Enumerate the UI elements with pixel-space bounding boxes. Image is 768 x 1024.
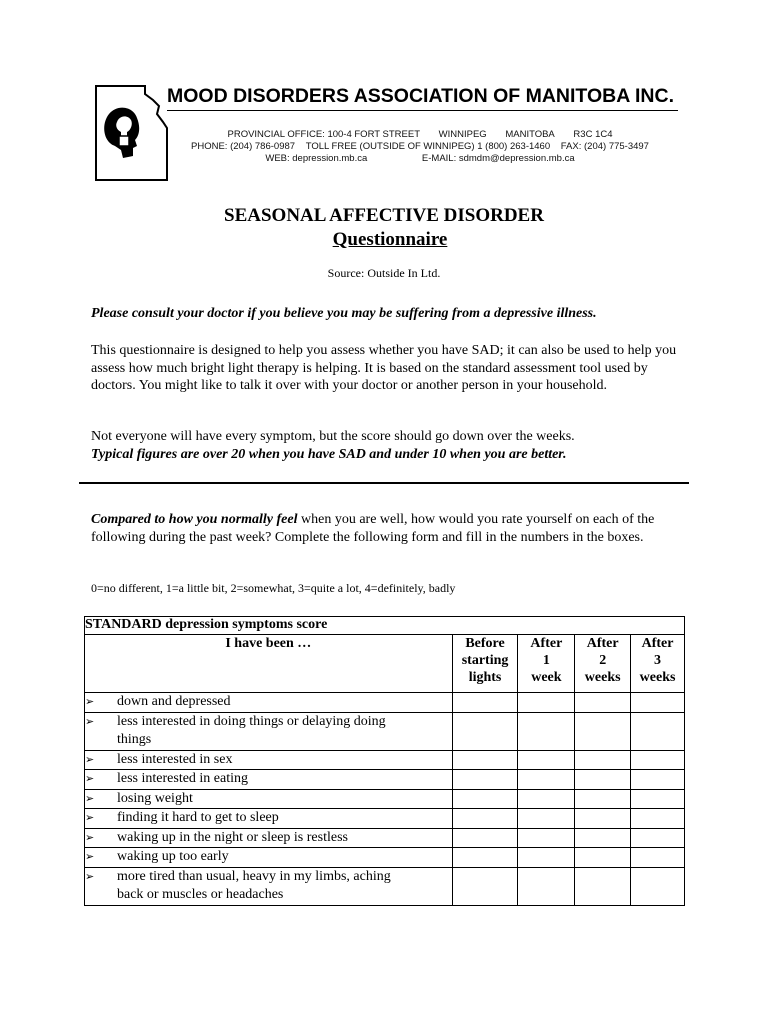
score-box-week-2[interactable]: [575, 770, 631, 790]
rating-scale: 0=no different, 1=a little bit, 2=somewhat, 3=quite a lot, 4=definitely, badly: [91, 581, 456, 595]
column-header-week-2: After 2 weeks: [575, 635, 631, 693]
symptom-label-line: back or muscles or headaches: [117, 887, 284, 902]
score-box-week-3[interactable]: [631, 848, 685, 868]
email-address: E-MAIL: sdmdm@depression.mb.ca: [421, 153, 575, 164]
score-box-week-3[interactable]: [631, 867, 685, 905]
instructions-lead: Compared to how you normally feel: [91, 512, 298, 527]
score-box-week-2[interactable]: [575, 750, 631, 770]
letterhead-rule: [167, 110, 678, 111]
symptom-cell: [85, 693, 453, 713]
score-box-week-2[interactable]: [575, 848, 631, 868]
score-box-week-2[interactable]: [575, 867, 631, 905]
table-row: [85, 867, 685, 905]
table-row: [85, 712, 685, 750]
table-row: [85, 750, 685, 770]
score-box-week-1[interactable]: [518, 809, 575, 829]
symptom-label-line: waking up too early: [117, 849, 229, 864]
symptom-label-line: less interested in eating: [117, 771, 249, 786]
score-note: Not everyone will have every symptom, but the score should go down over the weeks.: [91, 429, 575, 444]
symptom-cell: [85, 848, 453, 868]
score-box-week-3[interactable]: [631, 828, 685, 848]
column-header-week-1: After 1 week: [518, 635, 575, 693]
score-box-week-2[interactable]: [575, 828, 631, 848]
symptom-label-line: losing weight: [117, 790, 193, 806]
symptom-label-line: more tired than usual, heavy in my limbs, aching: [117, 868, 391, 884]
arrow-bullet-icon: ➢: [85, 752, 95, 766]
symptom-label-line: waking up in the night or sleep is restless: [117, 829, 348, 845]
column-header-symptoms: I have been …: [85, 635, 453, 693]
symptom-cell: [85, 750, 453, 770]
arrow-bullet-icon: ➢: [85, 791, 95, 805]
symptom-cell: [85, 770, 453, 790]
score-box-before[interactable]: [452, 828, 518, 848]
symptom-label: [117, 770, 437, 789]
table-row: [85, 809, 685, 829]
symptom-label-line: finding it hard to get to sleep: [117, 810, 279, 825]
table-caption: STANDARD depression symptoms score: [85, 617, 685, 635]
source-credit: Source: Outside In Ltd.: [327, 266, 441, 280]
score-box-week-2[interactable]: [575, 712, 631, 750]
symptom-label-line: less interested in doing things or delaying doing: [117, 713, 386, 729]
symptom-label-line: less interested in sex: [117, 751, 233, 767]
score-box-week-1[interactable]: [518, 848, 575, 868]
intro-paragraph: This questionnaire is designed to help you assess whether you have SAD; it can also be used to help you assess how much bright light therapy is helping. It is based on the standard assessment tool used by doctors. You might like to talk it over with your doctor or another person in your household.: [91, 343, 677, 393]
score-box-week-2[interactable]: [575, 809, 631, 829]
fax-number: FAX: (204) 775-3497: [560, 141, 649, 152]
arrow-bullet-icon: ➢: [85, 772, 95, 785]
score-box-before[interactable]: [452, 867, 518, 905]
column-header-before: Before starting lights: [452, 635, 518, 693]
score-box-week-3[interactable]: [631, 809, 685, 829]
score-box-week-3[interactable]: [631, 693, 685, 713]
score-box-week-1[interactable]: [518, 867, 575, 905]
organization-logo: [93, 84, 169, 182]
web-email-line: [170, 153, 670, 164]
office-address-line: [170, 129, 670, 140]
score-paragraph: [91, 428, 691, 463]
score-box-before[interactable]: [452, 750, 518, 770]
table-row: [85, 770, 685, 790]
score-box-week-1[interactable]: [518, 712, 575, 750]
symptom-cell: [85, 712, 453, 750]
score-box-week-2[interactable]: [575, 789, 631, 809]
doctor-warning: Please consult your doctor if you believe you may be suffering from a depressive illness.: [91, 306, 597, 321]
page-subtitle: Questionnaire: [332, 229, 448, 250]
page-title: SEASONAL AFFECTIVE DISORDER: [224, 205, 544, 226]
office-address: PROVINCIAL OFFICE: 100-4 FORT STREET: [227, 129, 421, 140]
score-box-week-1[interactable]: [518, 693, 575, 713]
arrow-bullet-icon: ➢: [85, 695, 95, 708]
office-province: MANITOBA: [505, 129, 555, 140]
arrow-bullet-icon: ➢: [85, 850, 95, 863]
symptom-label: [117, 809, 437, 828]
table-row: [85, 828, 685, 848]
website: WEB: depression.mb.ca: [265, 153, 368, 164]
instructions-paragraph: [91, 511, 691, 546]
symptom-label: [117, 713, 437, 750]
score-box-week-1[interactable]: [518, 828, 575, 848]
table-row: [85, 789, 685, 809]
symptom-rows: [85, 693, 685, 906]
score-box-week-3[interactable]: [631, 770, 685, 790]
symptom-cell: [85, 809, 453, 829]
symptom-label: [117, 868, 437, 905]
symptom-label-line: down and depressed: [117, 694, 231, 709]
score-emphasis: Typical figures are over 20 when you have SAD and under 10 when you are better.: [91, 446, 567, 462]
score-box-before[interactable]: [452, 809, 518, 829]
phone-line: [170, 141, 670, 152]
score-box-before[interactable]: [452, 789, 518, 809]
score-box-week-3[interactable]: [631, 712, 685, 750]
symptom-label: [117, 693, 437, 712]
office-postal-code: R3C 1C4: [573, 129, 613, 140]
symptom-label: [117, 790, 437, 809]
arrow-bullet-icon: ➢: [85, 811, 95, 824]
score-box-week-2[interactable]: [575, 693, 631, 713]
office-city: WINNIPEG: [438, 129, 487, 140]
symptom-label-line: things: [117, 732, 152, 747]
score-box-before[interactable]: [452, 712, 518, 750]
score-box-week-3[interactable]: [631, 750, 685, 770]
score-box-week-3[interactable]: [631, 789, 685, 809]
table-row: [85, 693, 685, 713]
table-row: [85, 848, 685, 868]
score-box-before[interactable]: [452, 770, 518, 790]
section-divider: [79, 482, 689, 484]
score-box-before[interactable]: [452, 693, 518, 713]
symptom-cell: [85, 789, 453, 809]
arrow-bullet-icon: ➢: [85, 714, 95, 728]
column-header-week-3: After 3 weeks: [631, 635, 685, 693]
phone-number: PHONE: (204) 786-0987: [191, 141, 296, 152]
symptom-label: [117, 848, 437, 867]
toll-free-number: TOLL FREE (OUTSIDE OF WINNIPEG) 1 (800) 263-1460: [305, 141, 551, 152]
symptom-label: [117, 829, 437, 848]
score-box-before[interactable]: [452, 848, 518, 868]
symptom-cell: [85, 828, 453, 848]
symptoms-score-table: [84, 616, 685, 906]
organization-name: MOOD DISORDERS ASSOCIATION OF MANITOBA INC.: [167, 85, 675, 107]
arrow-bullet-icon: ➢: [85, 830, 95, 844]
symptom-label: [117, 751, 437, 770]
arrow-bullet-icon: ➢: [85, 869, 95, 883]
score-box-week-1[interactable]: [518, 750, 575, 770]
instructions-text: when you are well, how would you rate yourself on each of the following during the past week? Complete the following form and fill in the numbers in the boxes.: [91, 512, 655, 545]
symptom-cell: [85, 867, 453, 905]
score-box-week-1[interactable]: [518, 770, 575, 790]
score-box-week-1[interactable]: [518, 789, 575, 809]
